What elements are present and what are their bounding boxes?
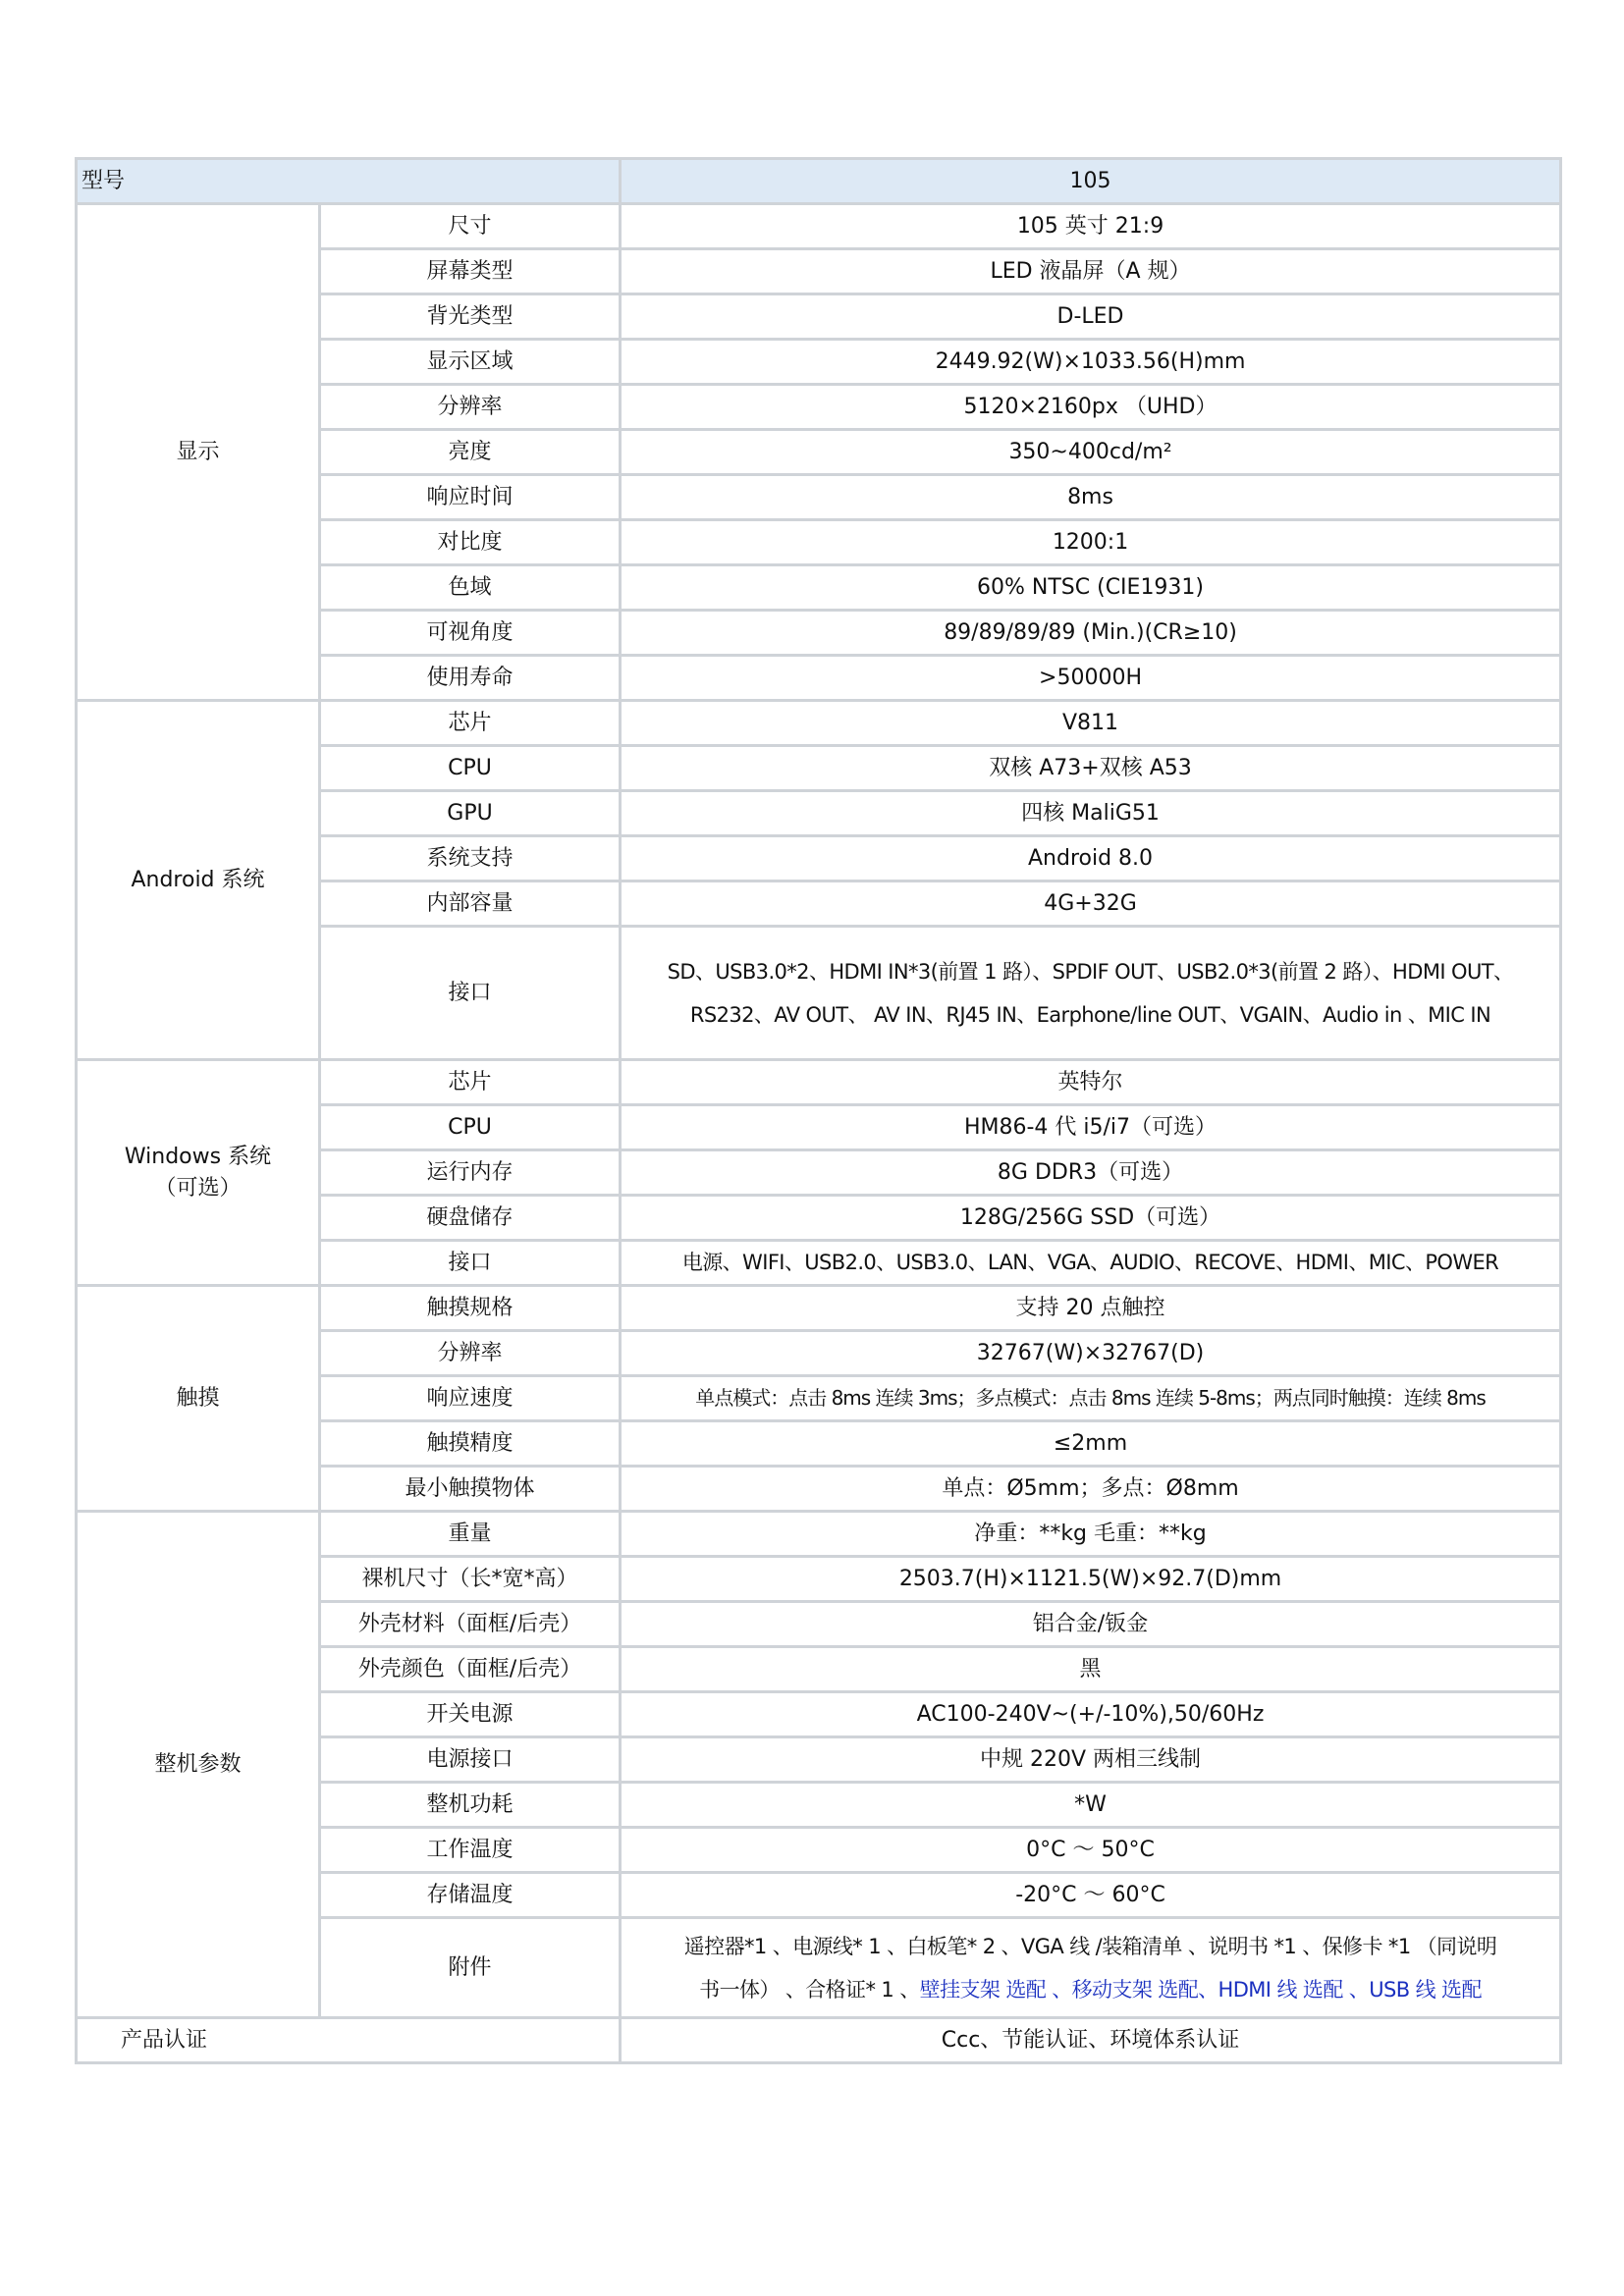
param-name: 系统支持 [320,836,621,881]
param-value: Android 8.0 [621,836,1561,881]
param-name: 硬盘储存 [320,1196,621,1241]
param-name: 存储温度 [320,1873,621,1918]
optional-accessories-text: 壁挂支架 选配 、移动支架 选配、HDMI 线 选配 、USB 线 选配 [919,1977,1482,2002]
table-row [77,2018,1561,2063]
param-value: D-LED [621,294,1561,340]
param-name: 尺寸 [320,204,621,249]
model-label: 型号 [77,159,621,204]
param-name: 触摸规格 [320,1286,621,1331]
spec-table [75,157,1562,2064]
param-value: V811 [621,701,1561,746]
param-value: 8G DDR3（可选） [621,1150,1561,1196]
param-name: 使用寿命 [320,656,621,701]
category-android: Android 系统 [77,701,320,1060]
category-windows [77,1060,320,1286]
param-name: 附件 [320,1918,621,2018]
table-row [77,204,1561,249]
param-value: 黑 [621,1647,1561,1692]
param-value: 铝合金/钣金 [621,1602,1561,1647]
param-value: 英特尔 [621,1060,1561,1105]
param-name: 响应时间 [320,475,621,520]
param-value: 128G/256G SSD（可选） [621,1196,1561,1241]
table-row [77,1512,1561,1557]
param-name: 裸机尺寸（长*宽*高） [320,1557,621,1602]
param-value: 2449.92(W)×1033.56(H)mm [621,340,1561,385]
param-name: 外壳材料（面框/后壳） [320,1602,621,1647]
category-windows-line-1: Windows 系统 [124,1144,272,1169]
param-value: 60% NTSC (CIE1931) [621,565,1561,611]
category-display: 显示 [77,204,320,701]
param-value: 电源、WIFI、USB2.0、USB3.0、LAN、VGA、AUDIO、RECOVE、HDMI、MIC、POWER [621,1241,1561,1286]
param-value: >50000H [621,656,1561,701]
certification-label: 产品认证 [77,2018,621,2063]
model-value: 105 [621,159,1561,204]
param-value: -20°C ～ 60°C [621,1873,1561,1918]
param-value: AC100-240V~(+/-10%),50/60Hz [621,1692,1561,1737]
param-name: 电源接口 [320,1737,621,1783]
param-name: 显示区域 [320,340,621,385]
param-value: 0°C ～ 50°C [621,1828,1561,1873]
param-name: 接口 [320,927,621,1060]
param-name: 外壳颜色（面框/后壳） [320,1647,621,1692]
param-name: 响应速度 [320,1376,621,1421]
param-name: CPU [320,1105,621,1150]
param-name: 开关电源 [320,1692,621,1737]
param-value: 四核 MaliG51 [621,791,1561,836]
accessories-line-1: 遥控器*1 、电源线* 1 、白板笔* 2 、VGA 线 /装箱清单 、说明书 *1 、保修卡 *1 （同说明 [683,1934,1497,1958]
param-name: 芯片 [320,1060,621,1105]
param-value: LED 液晶屏（A 规） [621,249,1561,294]
accessories-line-2 [623,1968,1557,2011]
param-name: 对比度 [320,520,621,565]
accessories-standard-tail: 书一体） 、合格证* 1 、 [699,1977,920,2002]
param-value: 单点模式：点击 8ms 连续 3ms；多点模式：点击 8ms 连续 5-8ms；两点同时触摸：连续 8ms [621,1376,1561,1421]
param-name: 最小触摸物体 [320,1467,621,1512]
param-name: GPU [320,791,621,836]
param-name: 分辨率 [320,1331,621,1376]
param-value: 32767(W)×32767(D) [621,1331,1561,1376]
param-name: 触摸精度 [320,1421,621,1467]
param-value: *W [621,1783,1561,1828]
param-value: 双核 A73+双核 A53 [621,746,1561,791]
param-value: 105 英寸 21:9 [621,204,1561,249]
certification-value: Ccc、节能认证、环境体系认证 [621,2018,1561,2063]
table-row [77,1060,1561,1105]
param-name: 芯片 [320,701,621,746]
param-name: 可视角度 [320,611,621,656]
param-name: 色域 [320,565,621,611]
param-name: 重量 [320,1512,621,1557]
param-value: 89/89/89/89 (Min.)(CR≥10) [621,611,1561,656]
param-name: 工作温度 [320,1828,621,1873]
table-row [77,1286,1561,1331]
table-header-row [77,159,1561,204]
param-value: 4G+32G [621,881,1561,927]
param-value: HM86-4 代 i5/i7（可选） [621,1105,1561,1150]
param-value: 1200:1 [621,520,1561,565]
param-value: ≤2mm [621,1421,1561,1467]
param-value: 5120×2160px （UHD） [621,385,1561,430]
interfaces-line-1: SD、USB3.0*2、HDMI IN*3(前置 1 路）、SPDIF OUT、USB2.0*3(前置 2 路）、HDMI OUT、 [667,959,1514,984]
param-name: 屏幕类型 [320,249,621,294]
param-name: 背光类型 [320,294,621,340]
param-name: 接口 [320,1241,621,1286]
param-name: CPU [320,746,621,791]
param-value: 2503.7(H)×1121.5(W)×92.7(D)mm [621,1557,1561,1602]
param-value: 净重：**kg 毛重：**kg [621,1512,1561,1557]
param-name: 运行内存 [320,1150,621,1196]
param-name: 亮度 [320,430,621,475]
table-row [77,701,1561,746]
param-name: 内部容量 [320,881,621,927]
param-value: 支持 20 点触控 [621,1286,1561,1331]
category-windows-line-2: （可选） [154,1175,242,1201]
param-name: 整机功耗 [320,1783,621,1828]
category-touch: 触摸 [77,1286,320,1512]
param-name: 分辨率 [320,385,621,430]
param-value: 8ms [621,475,1561,520]
category-machine: 整机参数 [77,1512,320,2018]
param-value: 单点：Ø5mm；多点：Ø8mm [621,1467,1561,1512]
param-value: 350~400cd/m² [621,430,1561,475]
param-value-interfaces [621,927,1561,1060]
interfaces-line-2: RS232、AV OUT、 AV IN、RJ45 IN、Earphone/line OUT、VGAIN、Audio in 、MIC IN [689,1002,1491,1027]
param-value: 中规 220V 两相三线制 [621,1737,1561,1783]
param-value-accessories [621,1918,1561,2018]
